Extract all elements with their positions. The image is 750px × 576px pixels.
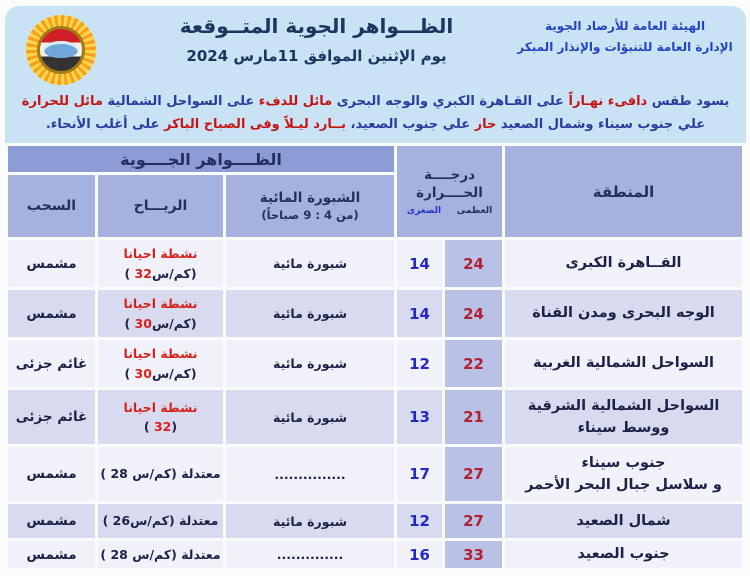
max-temp-cell: 21 [445, 390, 502, 444]
temp-max-label: العظمى [456, 206, 493, 217]
cloud-cell: غائم جزئى [8, 340, 95, 387]
min-temp-cell: 16 [397, 541, 442, 568]
region-cell: جنوب الصعيد [505, 541, 742, 568]
summary-segment: مائل للحرارة [21, 94, 103, 109]
summary-segment: علي جنوب الصعيد، [346, 117, 471, 133]
fog-header-line1: الشبورة المائية [259, 190, 361, 206]
max-temp-cell: 33 [445, 541, 502, 568]
forecast-row [8, 541, 742, 568]
fog-cell: شبورة مائية [226, 340, 394, 387]
cloud-cell: مشمس [8, 240, 95, 287]
column-header-fog [226, 175, 394, 237]
fog-cell: شبورة مائية [226, 290, 394, 337]
min-temp-cell: 14 [397, 290, 442, 337]
summary-segment: على القـاهرة الكبري والوجه البحرى [332, 94, 565, 109]
bulletin-date: يوم الإثنين الموافق 11مارس 2024 [186, 47, 447, 65]
region-cell: السواحل الشمالية الشرقية ووسط سيناء [505, 390, 742, 444]
weather-summary [5, 90, 746, 137]
max-temp-cell: 24 [445, 290, 502, 337]
min-temp-cell: 14 [397, 240, 442, 287]
max-temp-cell: 24 [445, 240, 502, 287]
cloud-cell: مشمس [8, 447, 95, 501]
agency-line1: الهيئة العامة للأرصاد الجوية [544, 19, 706, 33]
temp-header-line1: درجــــة [423, 166, 476, 183]
temp-min-label: الصغرى [406, 206, 442, 217]
column-header-region: المنطقة [505, 146, 742, 237]
fog-cell: .............. [226, 541, 394, 568]
forecast-row [8, 290, 742, 337]
summary-segment: بــارد ليـلاً وفى الصباح الباكر [159, 117, 347, 133]
column-header-wind: الريـــاح [98, 175, 223, 237]
forecast-row [8, 447, 742, 501]
wind-cell: معتدلة ( 26كم/س) [98, 504, 223, 538]
logo-cloud-icon [44, 41, 78, 58]
header-panel [5, 6, 746, 143]
fog-cell: ............... [226, 447, 394, 501]
cloud-cell: مشمس [8, 290, 95, 337]
region-cell: شمال الصعيد [505, 504, 742, 538]
summary-segment: حار [470, 117, 497, 133]
wind-cell: نشطة احيانا ( 30كم/س) [98, 290, 223, 337]
cloud-cell: مشمس [8, 504, 95, 538]
page-title: الظـــواهر الجوية المتــوقعة [179, 14, 454, 38]
fog-cell: شبورة مائية [226, 240, 394, 287]
logo-wrap [5, 6, 117, 85]
logo-flag-icon [37, 26, 85, 74]
max-temp-cell: 22 [445, 340, 502, 387]
region-cell: القــاهرة الكبرى [505, 240, 742, 287]
region-cell: جنوب سيناء و سلاسل جبال البحر الأحمر [505, 447, 742, 501]
wind-cell: نشطة احيانا ( 32) [98, 390, 223, 444]
wind-cell: معتدلة ( 28 كم/س) [98, 541, 223, 568]
fog-header-line2: (من 4 : 9 صباحاً) [261, 208, 359, 222]
forecast-row [8, 390, 742, 444]
forecast-row [8, 504, 742, 538]
title-block [117, 6, 516, 65]
forecast-row [8, 340, 742, 387]
max-temp-cell: 27 [445, 447, 502, 501]
column-header-temperature [397, 146, 502, 237]
min-temp-cell: 17 [397, 447, 442, 501]
fog-cell: شبورة مائية [226, 390, 394, 444]
min-temp-cell: 13 [397, 390, 442, 444]
region-cell: السواحل الشمالية الغربية [505, 340, 742, 387]
summary-segment: يسود طقس [647, 94, 730, 109]
table-header-row-1 [8, 146, 742, 172]
fog-cell: شبورة مائية [226, 504, 394, 538]
cloud-cell: مشمس [8, 541, 95, 568]
column-header-clouds: السحب [8, 175, 95, 237]
summary-segment: على السواحل الشمالية [102, 94, 255, 109]
min-temp-cell: 12 [397, 504, 442, 538]
min-temp-cell: 12 [397, 340, 442, 387]
wind-cell: معتدلة ( 28 كم/س) [98, 447, 223, 501]
region-cell: الوجه البحرى ومدن القناة [505, 290, 742, 337]
header-row [5, 6, 746, 85]
wind-cell: نشطة احيانا ( 32كم/س) [98, 240, 223, 287]
cloud-cell: غائم جزئى [8, 390, 95, 444]
agency-name-block [516, 6, 746, 58]
wind-cell: نشطة احيانا ( 30كم/س) [98, 340, 223, 387]
forecast-table-body [8, 240, 742, 568]
column-group-header-phenomena: الظــــواهر الجــــوية [8, 146, 394, 172]
forecast-table [5, 143, 745, 571]
summary-segment: دافىء نهـاراً [564, 94, 648, 109]
forecast-row [8, 240, 742, 287]
summary-segment: مائل للدفء [254, 94, 333, 109]
temp-header-line2: الحــــرارة [416, 184, 483, 201]
summary-segment: على أغلب الأنحاء. [45, 117, 160, 133]
max-temp-cell: 27 [445, 504, 502, 538]
agency-line2: الإدارة العامة للتنبؤات والإنذار المبكر [517, 40, 733, 54]
temp-subheaders [397, 206, 502, 216]
summary-segment: علي جنوب سيناء وشمال الصعيد [496, 117, 706, 133]
meteorology-authority-logo-icon [26, 15, 96, 85]
